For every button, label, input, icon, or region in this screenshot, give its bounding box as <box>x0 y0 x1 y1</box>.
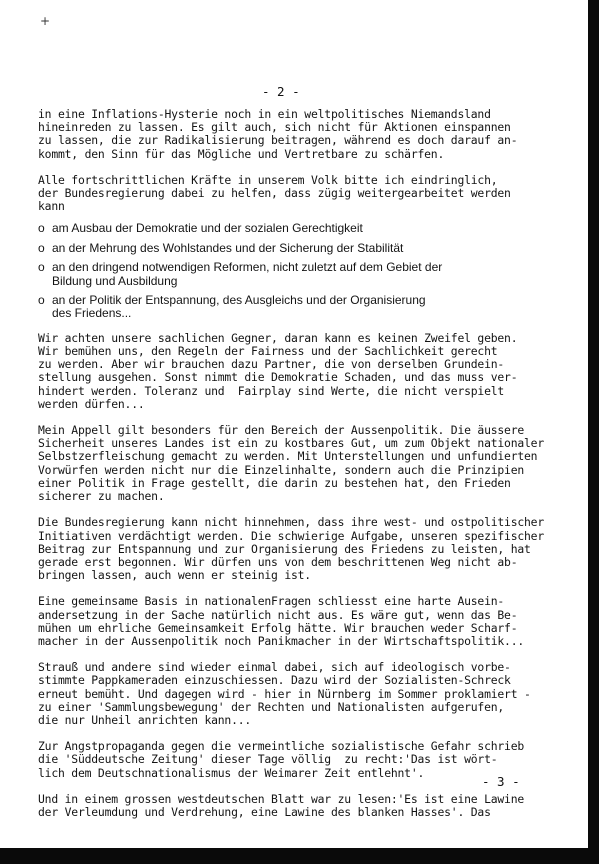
list-item-text: an den dringend notwendigen Reformen, nicht zuletzt auf dem Gebiet der Bildung und Ausbildung <box>52 260 443 288</box>
document-body <box>38 108 578 832</box>
handwritten-mark: + <box>40 14 51 28</box>
scan-edge-bottom <box>0 848 599 864</box>
list-item <box>38 242 578 255</box>
list-item <box>38 222 578 235</box>
bullet-marker: o <box>38 240 45 255</box>
paragraph-1: in eine Inflations-Hysterie noch in ein weltpolitisches Niemandsland hineinreden zu lassen. Es gilt auch, sich nicht für Aktionen einspannen zu lassen, die zur Radikalisierung beitragen, während es doch darauf an- kommt, den Sinn für das Mögliche und Vertretbare zu schärfen. <box>38 107 518 161</box>
bullet-list <box>38 222 578 320</box>
bullet-marker: o <box>38 221 45 236</box>
bullet-marker: o <box>38 293 45 308</box>
paragraph-7: Strauß und andere sind wieder einmal dabei, sich auf ideologisch vorbe- stimmte Pappkameraden einzuschiessen. Dazu wird der Sozialisten-Schreck erneut bemüht. Und dagegen wird - hier in Nürnberg im Sommer proklamiert - zu einer 'Sammlungsbewegung' der Rechten und Nationalisten aufgerufen, die nur Unheil anrichten kann... <box>38 660 531 727</box>
paragraph-6: Eine gemeinsame Basis in nationalenFragen schliesst eine harte Ausein- andersetzung in der Sache natürlich nicht aus. Es wäre gut, wenn das Be- mühen um ehrliche Gemeinsamkeit Erfolg hätte. Wir brauchen weder Scharf- macher in der Aussenpolitik noch Panikmacher in der Wirtschaftspolitik... <box>38 594 525 648</box>
bullet-marker: o <box>38 260 45 275</box>
paragraph-8: Zur Angstpropaganda gegen die vermeintliche sozialistische Gefahr schrieb die 'Süddeutsche Zeitung' dieser Tage völlig zu recht:'Das ist wört- lich dem Deutschnationalismus der Weimarer Zeit entlehnt'. <box>38 739 525 780</box>
list-item-text: an der Mehrung des Wohlstandes und der Sicherung der Stabilität <box>52 240 404 255</box>
page-number: - 2 - <box>262 84 300 99</box>
paragraph-3: Wir achten unsere sachlichen Gegner, daran kann es keinen Zweifel geben. Wir bemühen uns, den Regeln der Fairness und der Sachlichkeit gerecht zu werden. Aber wir brauchen dazu Partner, die von derselben Grundein- stellung ausgehen. Sonst nimmt die Demokratie Schaden, und das muss ver- hindert werden. Toleranz und Fairplay sind Werte, die nicht verspielt werden dürfen... <box>38 330 518 411</box>
continuation-page-number: - 3 - <box>482 774 520 789</box>
list-item-text: am Ausbau der Demokratie und der sozialen Gerechtigkeit <box>52 221 363 236</box>
paragraph-2: Alle fortschrittlichen Kräfte in unserem Volk bitte ich eindringlich, der Bundesregierung dabei zu helfen, dass zügig weitergearbeitet werden kann <box>38 172 511 214</box>
scan-edge-right <box>588 0 599 864</box>
list-item <box>38 261 578 288</box>
paragraph-5: Die Bundesregierung kann nicht hinnehmen, dass ihre west- und ostpolitischer Initiativen verdächtigt werden. Die schwierige Aufgabe, unseren spezifischer Beitrag zur Entspannung und zur Organisierung des Friedens zu leisten, hat gerade erst begonnen. Wir dürfen uns von dem beschrittenen Weg nicht ab- bringen lassen, auch wenn er steinig ist. <box>38 515 544 583</box>
list-item-text: an der Politik der Entspannung, des Ausgleichs und der Organisierung des Friedens... <box>52 293 426 321</box>
list-item <box>38 294 578 321</box>
paragraph-9: Und in einem grossen westdeutschen Blatt war zu lesen:'Es ist eine Lawine der Verleumdung und Verdrehung, eine Lawine des blanken Hasses'. Das <box>38 791 525 819</box>
paragraph-4: Mein Appell gilt besonders für den Bereich der Aussenpolitik. Die äussere Sicherheit unseres Landes ist ein zu kostbares Gut, um zum Objekt nationaler Selbstzerfleischung gemacht zu werden. Mit Unterstellungen und unfundierten Vorwürfen werden nicht nur die Einzelinhalte, sondern auch die Prinzipien einer Politik in Frage gestellt, die darin zu bestehen hat, den Frieden sicherer zu machen. <box>38 423 544 504</box>
